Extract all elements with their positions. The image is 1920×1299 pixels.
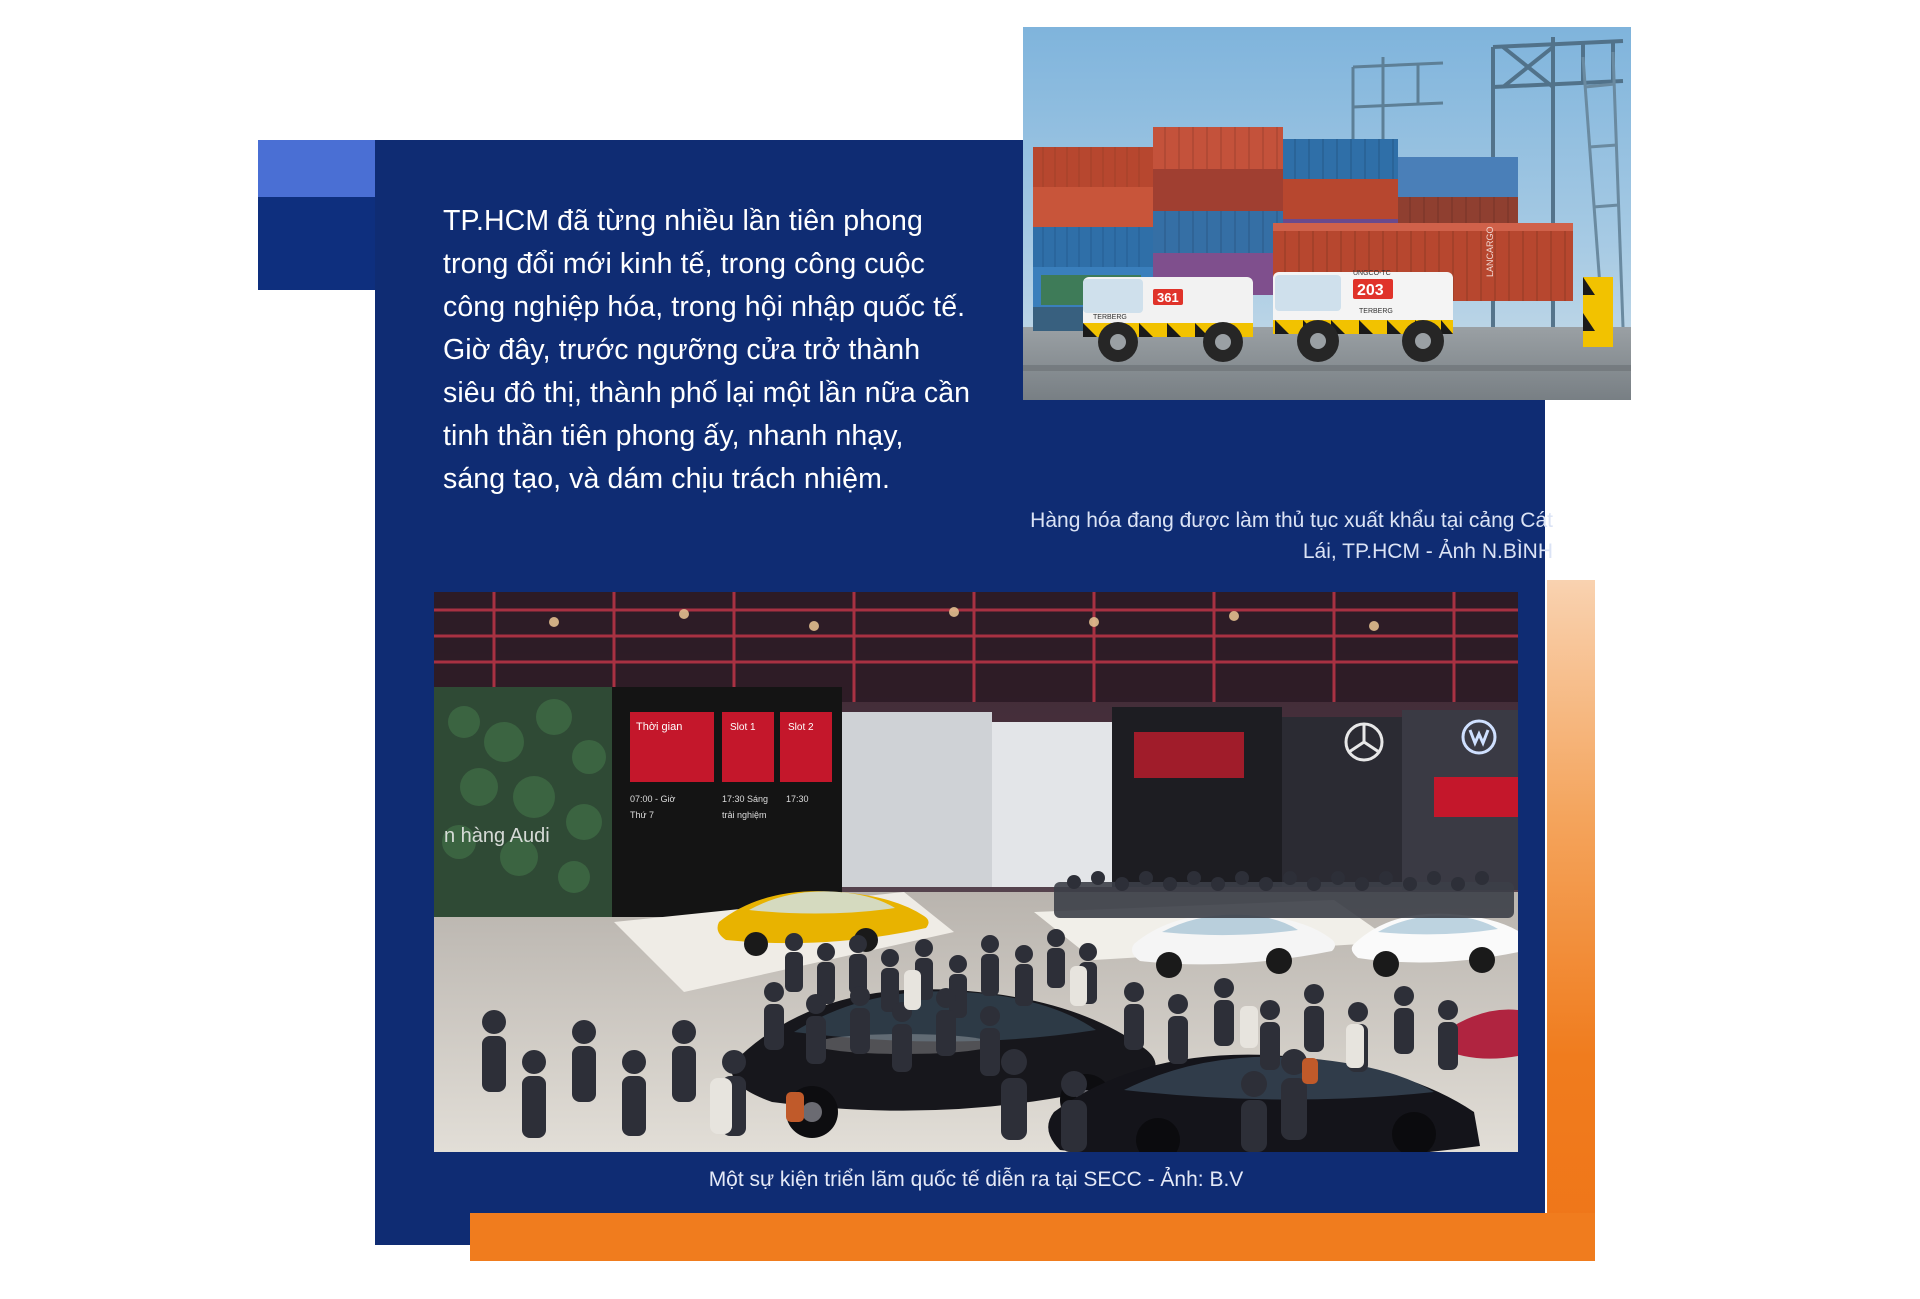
port-photo-illustration: [1023, 27, 1631, 400]
pull-quote-text: TP.HCM đã từng nhiều lần tiên phong trong đổi mới kinh tế, trong công cuộc công nghiệp hóa, trong hội nhập quốc tế. Giờ đây, trước ngưỡng cửa trở thành siêu đô thị, thành phố lại một lần nữa cần tinh thần tiên phong ấy, nhanh nhạy, sáng tạo, và dám chịu trách nhiệm.: [443, 205, 971, 495]
caption-cat-lai-port: Hàng hóa đang được làm thủ tục xuất khẩu tại cảng Cát Lái, TP.HCM - Ảnh N.BÌNH: [1030, 509, 1553, 563]
booth-audi: [434, 687, 842, 917]
accent-bar-orange-bottom: [470, 1213, 1595, 1261]
svg-text:07:00 - Giờ: 07:00 - Giờ: [630, 794, 676, 804]
photo-secc-exhibition: [434, 592, 1518, 1152]
photo-cat-lai-port: [1023, 27, 1631, 400]
svg-text:n hàng Audi: n hàng Audi: [444, 825, 550, 847]
svg-text:UNGCO-TC: UNGCO-TC: [1353, 270, 1391, 277]
svg-text:trải nghiệm: trải nghiệm: [722, 810, 767, 820]
svg-text:TERBERG: TERBERG: [1359, 308, 1393, 315]
exhibition-photo-illustration: [434, 592, 1518, 1152]
svg-text:Thứ 7: Thứ 7: [630, 810, 655, 820]
svg-text:361: 361: [1157, 290, 1179, 305]
svg-text:17:30: 17:30: [786, 794, 809, 804]
accent-block-light-blue: [258, 140, 388, 197]
accent-bar-orange-right: [1547, 580, 1595, 1261]
svg-text:Thời gian: Thời gian: [636, 721, 683, 733]
svg-text:Slot 1: Slot 1: [730, 722, 756, 733]
svg-text:LANCARGO: LANCARGO: [1485, 226, 1495, 277]
svg-text:Slot 2: Slot 2: [788, 722, 814, 733]
svg-text:203: 203: [1357, 282, 1384, 299]
svg-text:17:30 Sáng: 17:30 Sáng: [722, 794, 769, 804]
accent-block-navy-left: [258, 197, 388, 290]
caption-secc-exhibition: Một sự kiện triển lãm quốc tế diễn ra tại SECC - Ảnh: B.V: [708, 1168, 1244, 1191]
svg-text:TERBERG: TERBERG: [1093, 314, 1127, 321]
